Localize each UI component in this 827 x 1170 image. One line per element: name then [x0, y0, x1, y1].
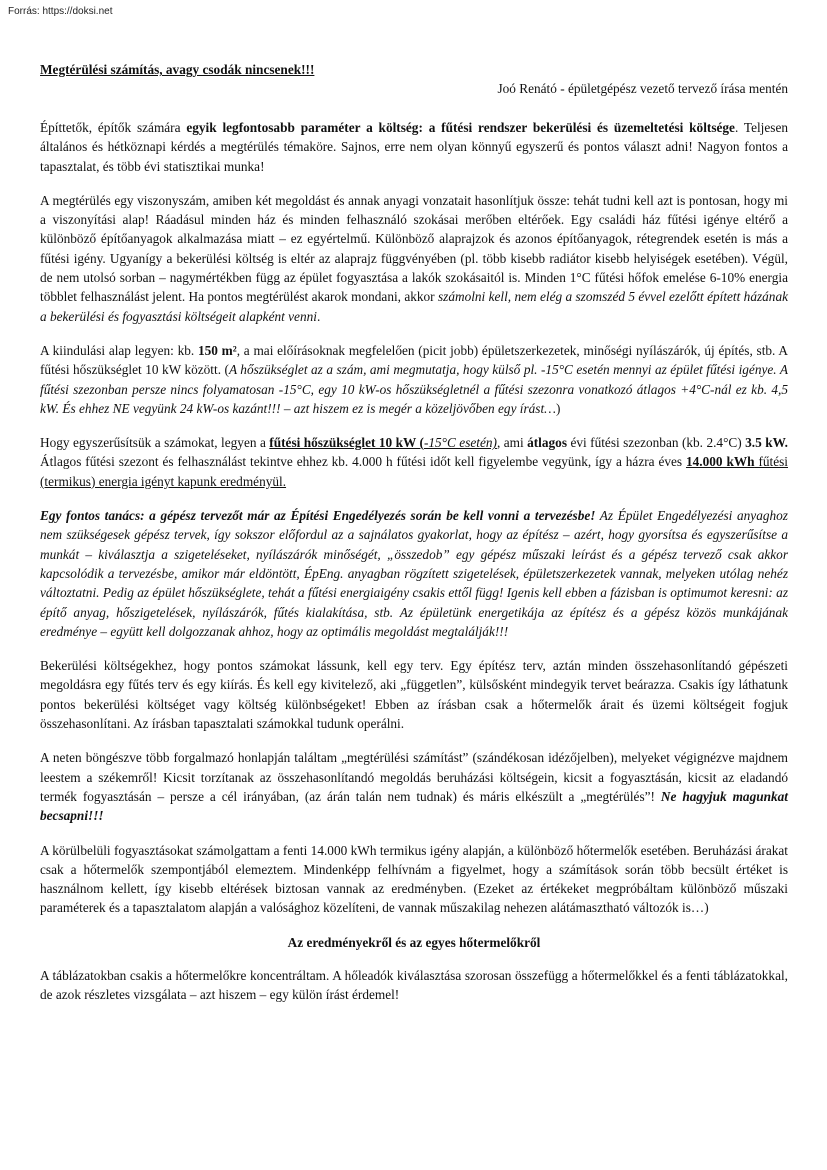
paragraph-heat-demand: Hogy egyszerűsítsük a számokat, legyen a fűtési hőszükséglet 10 kW (-15°C esetén), ami átlagos évi fűtési szezonban (kb. 2.4°C) 3.5 kW. Átlagos fűtési szezont és felhasználást tekintve ehhez kb. 4.000 h fűtési időt kell figyelembe vegyünk, így a házra éves 14.000 kWh fűtési (termikus) energia igényt kapunk eredményül.: [40, 435, 788, 489]
paragraph-consumption: A körülbelüli fogyasztásokat számolgattam a fenti 14.000 kWh termikus igény alapján, a különböző hőtermelők esetében. Beruházási árakat csak a hőtermelők szempontjából elemeztem. Mindenképp felhívnám a figyelmet, hogy a számítások során több becsült értéket is használnom kellett, így kisebb eltérések biztosan vannak az eredményben. (Ezeket az értékeket megpróbáltam különböző műszaki paraméterek és a tapasztalatom alapján a valósághoz közelíteni, de vannak műszakilag nehezen alátámasztható változók is…): [40, 842, 788, 916]
page-title: Megtérülési számítás, avagy csodák nincsenek!!!: [40, 62, 315, 77]
header: [40, 60, 788, 98]
section-heading: Az eredményekről és az egyes hőtermelőkről: [287, 934, 541, 950]
paragraph-tables: A táblázatokban csakis a hőtermelőkre koncentráltam. A hőleadók kiválasztása szorosan összefügg a hőtermelőkkel és a fenti táblázatokkal, de azok részletes vizsgálata – azt hiszem – egy külön írást érdemel!: [40, 967, 788, 1003]
author-byline: Joó Renátó - épületgépész vezető tervező írása mentén: [497, 81, 788, 96]
document-page: [40, 60, 788, 1020]
paragraph-costs: Bekerülési költségekhez, hogy pontos számokat lássunk, kell egy terv. Egy építész terv, aztán minden összehasonlítandó gépészeti megoldásra egy fűtés terv és egy kiírás. És kell egy kivitelező, aki „független”, külsősként mindegyik tervet beárazza. Csakis így láthatunk pontos bekerülési költséget vagy költség különbségeket! Ebben az írásban csak a hőtermelők árait és üzemi költségeit fogjuk összehasonlítani. Az írásban tapasztalati számokkal tudunk operálni.: [40, 658, 788, 732]
source-label: Forrás: https://doksi.net: [8, 6, 113, 17]
paragraph-baseline: A kiindulási alap legyen: kb. 150 m², a mai előírásoknak megfelelően (picit jobb) épületszerkezetek, minőségi nyílászárók, új építés, stb. A fűtési hőszükséglet 10 kW között. (A hőszükséglet az a szám, ami megmutatja, hogy külső pl. -15°C esetén mennyi az épület fűtési igénye. A fűtési szezonban persze nincs folyamatosan -15°C, egy 10 kW-os hőszükségletnél a fűtési szezonra vonatkozó átlagos +4°C-nál ez kb. 4,5 kW. És ehhez NE vegyünk 24 kW-os kazánt!!! – azt hiszem ez is megér a közeljövőben egy írást…): [40, 342, 788, 416]
paragraph-intro: Építtetők, építők számára egyik legfontosabb paraméter a költség: a fűtési rendszer bekerülési és üzemeltetési költsége. Teljesen általános és hétköznapi kérdés a megtérülés témaköre. Sajnos, erre nem olyan könnyű egyszerű és pontos választ adni! Nagyon fontos a tapasztalat, és több évi statisztikai munka!: [40, 120, 788, 174]
paragraph-online-calculations: A neten böngészve több forgalmazó honlapján találtam „megtérülési számítást” (szándékosan idézőjelben), melyeket végignézve majdnem leestem a székemről! Kicsit torzítanak az összehasonlítandó megoldás beruházási költségein, kicsit a fogyasztásán, kicsit az eladandó termék fogyasztásán – persze a cél irányában, (az árán talán nem tudnak) és máris elkészült a „megtérülés”! Ne hagyjuk magunkat becsapni!!!: [40, 750, 788, 824]
paragraph-payback-ratio: A megtérülés egy viszonyszám, amiben két megoldást és annak anyagi vonzatait hasonlítjuk össze: tehát tudni kell azt is pontosan, hogy mi a viszonyítási alap! Ráadásul minden ház és minden felhasználó szokásai merőben eltérőek. Egy családi ház fűtési igénye eltérő a különböző építőanyagok alkalmazása miatt – ez egyértelmű. Különböző alaprajzok és azonos építőanyagok, rétegrendek esetén is más a fűtési igény. Ugyanígy a bekerülési költség is eltér az alaprajz függvényében (pl. több kisebb radiátor kisebb helyiségek esetében). Végül, de nem utolsó sorban – nagymértékben függ az épület fogyasztása a lakók szokásaitól is. Minden 1°C fűtési hőfok emelése 6-10% energia többlet felhasználást jelent. Ha pontos megtérülést akarok mondani, akkor számolni kell, nem elég a szomszéd 5 évvel ezelőtt épített házának a bekerülési és fogyasztási költségeit alapként venni.: [40, 192, 788, 324]
paragraph-advice: Egy fontos tanács: a gépész tervezőt már az Építési Engedélyezés során be kell vonni a tervezésbe! Az Épület Engedélyezési anyaghoz nem szükségesek gépész tervek, így sokszor előfordul az a sajnálatos gyakorlat, hogy az építész – azért, hogy gyorsítsa és egyszerűsítse a munkát – kiválasztja a szigeteléseket, nyílászárók minőségét, „összedob” egy gépész műszaki leírást és a gépész tervező csak akkor kapcsolódik a tervezésbe, amikor már eldöntött, ÉpEng. anyagban rögzített szigetelések, épületszerkezetek vannak, melyeken utólag nehéz változtatni. Pedig az épület hőszükséglete, tehát a fűtési energiaigény csakis ettől függ! Igenis kell ebben a fázisban is optimumot keresni: az építő anyag, hőszigetelések, nyílászárók, fűtés kialakítása, stb. Az épületünk energetikája az építész és a gépész közös munkájának eredménye – együtt kell dolgozzanak ahhoz, hogy az optimális megoldást megtalálják!!!: [40, 508, 788, 639]
